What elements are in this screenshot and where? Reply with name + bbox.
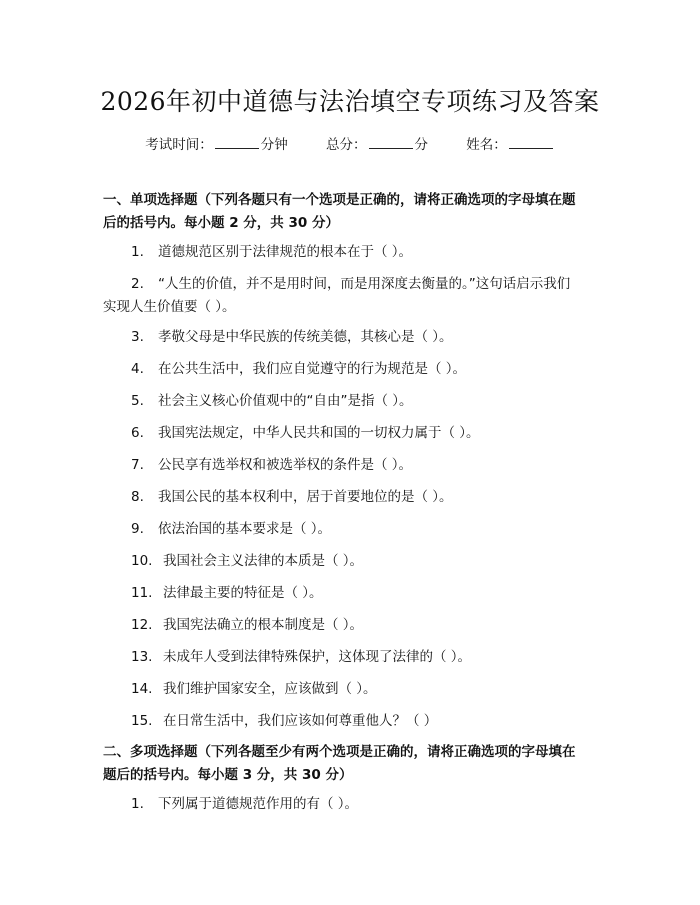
question-number: 5. [131, 393, 144, 409]
document-title: 2026年初中道德与法治填空专项练习及答案 [100, 87, 600, 116]
question-text: 法律最主要的特征是（ ）。 [163, 585, 323, 601]
total-score-label: 总分： [326, 137, 367, 153]
question-number: 1. [131, 796, 144, 812]
question-text: 我国社会主义法律的本质是（ ）。 [163, 553, 364, 569]
question-item [103, 550, 603, 573]
exam-time-unit: 分钟 [260, 137, 288, 153]
question-text: 下列属于道德规范作用的有（ ）。 [158, 796, 359, 812]
section-heading-line: 题后的括号内。每小题 3 分，共 30 分） [103, 767, 353, 783]
question-text: 社会主义核心价值观中的“自由”是指（ ）。 [158, 393, 413, 409]
question-item [103, 486, 603, 509]
question-text-continued: 实现人生价值要（ ）。 [103, 299, 236, 315]
question-item [103, 422, 603, 445]
question-text: 我国公民的基本权利中，居于首要地位的是（ ）。 [158, 489, 453, 505]
question-number: 7. [131, 457, 144, 473]
student-name-field [466, 137, 555, 153]
question-number: 12. [131, 617, 153, 633]
question-item [103, 614, 603, 637]
question-number: 14. [131, 681, 153, 697]
question-text: 在公共生活中，我们应自觉遵守的行为规范是（ ）。 [158, 361, 467, 377]
question-text: 我国宪法规定，中华人民共和国的一切权力属于（ ）。 [158, 425, 480, 441]
exam-meta [0, 133, 700, 153]
question-number: 15. [131, 713, 153, 729]
section-heading-line: 二、多项选择题（下列各题至少有两个选项是正确的，请将正确选项的字母填在 [103, 744, 576, 760]
question-item [103, 793, 603, 816]
total-score-field [326, 137, 432, 153]
total-score-unit: 分 [414, 137, 428, 153]
question-text: “人生的价值，并不是用时间，而是用深度去衡量的。”这句话启示我们 [158, 276, 571, 292]
question-number: 6. [131, 425, 144, 441]
question-item [103, 273, 603, 319]
question-number: 11. [131, 585, 153, 601]
exam-time-blank [215, 135, 259, 149]
question-item [103, 518, 603, 541]
question-text: 在日常生活中，我们应该如何尊重他人？（ ） [163, 713, 438, 729]
question-number: 1. [131, 244, 144, 260]
question-item [103, 390, 603, 413]
question-text: 未成年人受到法律特殊保护，这体现了法律的（ ）。 [163, 649, 472, 665]
question-number: 13. [131, 649, 153, 665]
question-text: 我国宪法确立的根本制度是（ ）。 [163, 617, 364, 633]
question-number: 9. [131, 521, 144, 537]
question-text: 我们维护国家安全，应该做到（ ）。 [163, 681, 377, 697]
total-score-blank [369, 135, 413, 149]
question-text: 孝敬父母是中华民族的传统美德，其核心是（ ）。 [158, 329, 453, 345]
section-heading-multiple-choice [103, 741, 603, 787]
section-heading-line: 一、单项选择题（下列各题只有一个选项是正确的，请将正确选项的字母填在题 [103, 192, 576, 208]
question-item [103, 454, 603, 477]
question-item [103, 241, 603, 264]
question-text: 依法治国的基本要求是（ ）。 [158, 521, 332, 537]
question-item [103, 710, 603, 733]
student-name-label: 姓名： [466, 137, 507, 153]
question-text: 道德规范区别于法律规范的根本在于（ ）。 [158, 244, 413, 260]
question-item [103, 582, 603, 605]
student-name-blank [509, 135, 553, 149]
question-text: 公民享有选举权和被选举权的条件是（ ）。 [158, 457, 413, 473]
exam-time-field [145, 137, 292, 153]
section-heading-line: 后的括号内。每小题 2 分，共 30 分） [103, 215, 339, 231]
section-heading-single-choice [103, 189, 603, 235]
question-number: 3. [131, 329, 144, 345]
question-number: 4. [131, 361, 144, 377]
question-item [103, 358, 603, 381]
question-number: 8. [131, 489, 144, 505]
question-number: 2. [131, 276, 144, 292]
question-item [103, 646, 603, 669]
question-item [103, 678, 603, 701]
exam-time-label: 考试时间： [145, 137, 213, 153]
question-item [103, 326, 603, 349]
question-number: 10. [131, 553, 153, 569]
